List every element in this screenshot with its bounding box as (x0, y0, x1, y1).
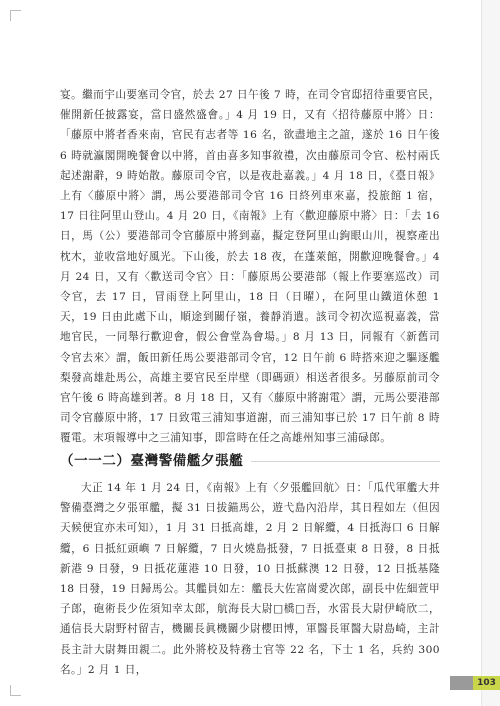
page-number: 103 (473, 676, 500, 690)
page-edge-strip (481, 0, 500, 706)
body-text-top (60, 85, 440, 449)
body-text-bottom (60, 478, 440, 680)
section-heading (60, 449, 440, 473)
crop-mark-bottom-left (10, 685, 21, 696)
section-heading-text: （一一二）臺灣警備艦夕張艦 (60, 453, 251, 469)
paragraph: 宴。繼而宇山要塞司令官，於去 27 日午後 7 時，在司令官邸招待重要官民，催開新任披露宴，當日盛然盛會。」4 月 19 日，又有〈招待藤原中將〉日：「藤原中將者香來南，官民有志者等 16 名，欲盡地主之誼，遂於 16 日午後 6 時就瀛閣開晚餐會以中將，首由喜多知事敘禮，次由藤原司令官、松村兩氏起述謝辭，9 時始散。藤原司令官，以是夜赴嘉義。」4 月 18 日，《臺日報》上有〈藤原中將〉謂，馬公要港部司令官 16 日終列車來嘉，投旅館 1 宿，17 日往阿里山登山。4 月 20 日，《南報》上有〈歡迎藤原中將〉日：「去 16 日，馬（公）要港部司令官藤原中將到嘉，擬定登阿里山鉤眼山川，視察產出枕木，並收當地好風光。下山後，於去 18 夜，在蓬萊館，開歡迎晚餐會。」4 月 24 日，又有〈歡送司令官〉日：「藤原馬公要港部（報上作要塞巡改）司令官，去 17 日，冒雨登上阿里山，18 日（日曜），在阿里山鐵道休憩 1 天，19 日由此處下山，順途到關仔嶺，養靜消遣。該司令初次巡視嘉義，當地官民，一同舉行歡迎會，假公會堂為會場。」8 月 13 日，同報有〈新舊司令官去來〉謂，飯田新任馬公要港部司令官，12 日午前 6 時搭來迎之驅逐艦梨發高雄赴馬公，高雄主要官民至岸壁（即碼頭）相送者很多。另藤原前司令官午後 6 時高雄到著。8 月 18 日，又有〈藤原中將謝電〉謂，元馬公要港部司令官藤原中將，17 日致電三浦知事道謝，而三浦知事已於 17 日午前 8 時覆電。末項報導中之三浦知事，即當時在任之高雄州知事三浦碌郎。 (60, 89, 440, 445)
paragraph: 大正 14 年 1 月 24 日，《南報》上有〈夕張艦回航〉日：「瓜代軍艦大井警備臺灣之夕張軍艦，擬 31 日拔錨馬公，遊弋島內沿岸，其日程如左（但因天候便宜亦未可知），1 月 31 日抵高雄，2 月 2 日解纜，4 日抵海口 6 日解纜，6 日抵紅頭嶼 7 日解纜，7 日火燒島抵發，7 日抵臺東 8 日發，8 日抵新港 9 日發，9 日抵花蓮港 10 日發，10 日抵蘇澳 12 日發，12 日抵基隆 18 日發，19 日歸馬公。其艦員如左：艦長大佐富崗愛次郎，副長中佐細萱甲子郎，砲術長少佐須知幸太郎，航海長大尉□橋□吾，水雷長大尉伊崎欣二，通信長大尉野村留吉，機關長眞機關少尉櫻田博，軍醫長軍醫大尉島崎，主計長主計大尉舞田親二。此外將校及特務士官等 22 名，下士 1 名，兵約 300 名。」2 月 1 日， (60, 482, 440, 676)
crop-mark-top-left (10, 10, 21, 21)
